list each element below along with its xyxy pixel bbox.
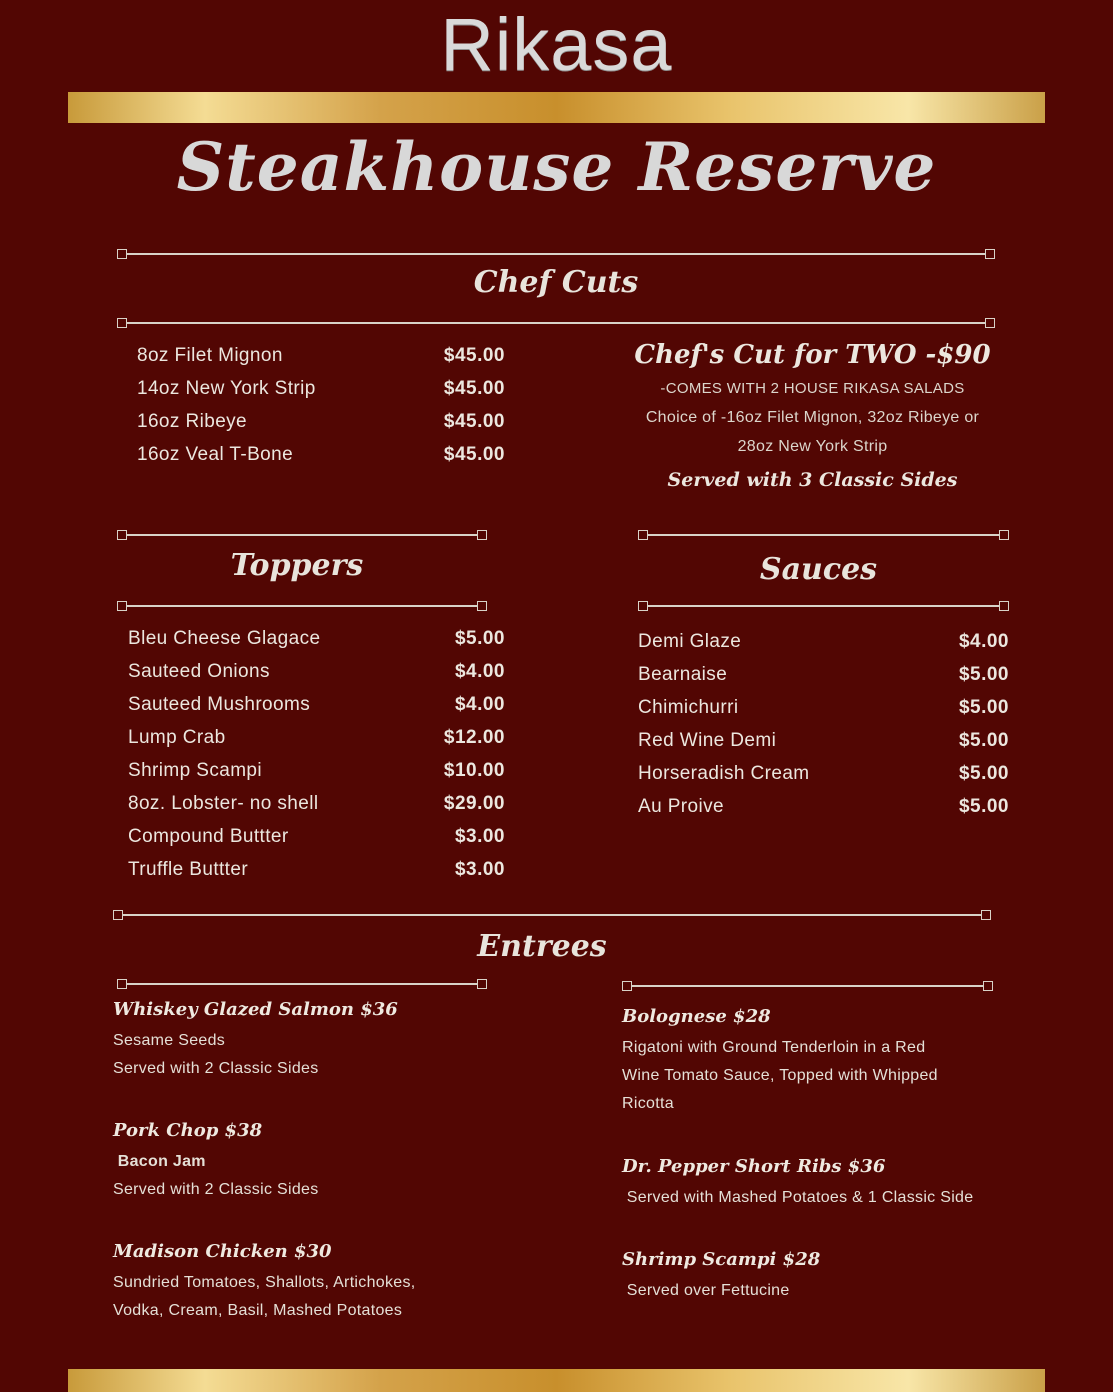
item-price: $5.00 — [958, 697, 1009, 718]
special-served: Served with 3 Classic Sides — [667, 469, 958, 491]
item-price: $45.00 — [443, 444, 505, 465]
menu-item — [128, 826, 505, 859]
entree-item — [113, 1120, 493, 1204]
menu-item — [638, 631, 1009, 664]
entree-description: Sundried Tomatoes, Shallots, Artichokes, — [113, 1274, 416, 1291]
item-name: 8oz Filet Mignon — [137, 345, 283, 366]
menu-item — [137, 444, 505, 477]
section-title-toppers: Toppers — [230, 548, 364, 583]
entree-name: Whiskey Glazed Salmon $36 — [113, 999, 398, 1020]
chef-cuts-list — [137, 345, 505, 477]
item-name: 16oz Ribeye — [137, 411, 248, 432]
menu-item — [638, 697, 1009, 730]
menu-item — [128, 760, 505, 793]
item-price: $5.00 — [454, 628, 505, 649]
item-name: Lump Crab — [128, 727, 226, 748]
menu-item — [128, 661, 505, 694]
sauces-list — [638, 631, 1009, 829]
menu-item — [638, 664, 1009, 697]
item-name: Sauteed Mushrooms — [128, 694, 311, 715]
menu-item — [638, 730, 1009, 763]
item-price: $5.00 — [958, 664, 1009, 685]
item-price: $12.00 — [443, 727, 505, 748]
entree-description: Ricotta — [622, 1095, 674, 1112]
section-title-entrees: Entrees — [477, 929, 607, 964]
item-price: $4.00 — [454, 694, 505, 715]
item-price: $45.00 — [443, 345, 505, 366]
special-line: -COMES WITH 2 HOUSE RIKASA SALADS — [660, 380, 965, 397]
divider — [117, 249, 995, 259]
divider — [638, 530, 1009, 540]
divider — [638, 601, 1009, 611]
menu-item — [137, 345, 505, 378]
item-name: Shrimp Scampi — [128, 760, 263, 781]
entree-name: Pork Chop $38 — [113, 1120, 263, 1141]
item-price: $5.00 — [958, 763, 1009, 784]
entree-description: Served over Fettucine — [622, 1282, 790, 1299]
menu-item — [128, 859, 505, 892]
special-title: Chef's Cut for TWO -$90 — [634, 340, 991, 370]
item-name: 14oz New York Strip — [137, 378, 316, 399]
divider — [117, 318, 995, 328]
item-name: Horseradish Cream — [638, 763, 810, 784]
top-gold-bar — [68, 92, 1045, 123]
entree-description: Served with Mashed Potatoes & 1 Classic Side — [622, 1189, 974, 1206]
item-price: $5.00 — [958, 730, 1009, 751]
entree-name: Bolognese $28 — [622, 1006, 771, 1027]
menu-item — [128, 628, 505, 661]
item-name: Red Wine Demi — [638, 730, 777, 751]
entree-description: Served with 2 Classic Sides — [113, 1060, 319, 1077]
menu-item — [137, 378, 505, 411]
item-price: $10.00 — [443, 760, 505, 781]
item-price: $29.00 — [443, 793, 505, 814]
item-name: Truffle Buttter — [128, 859, 249, 880]
item-price: $3.00 — [454, 859, 505, 880]
chefs-cut-for-two — [620, 340, 1005, 491]
item-price: $5.00 — [958, 796, 1009, 817]
entree-item — [113, 1241, 493, 1325]
divider — [117, 601, 487, 611]
entree-description: Bacon Jam — [113, 1153, 206, 1170]
item-price: $4.00 — [454, 661, 505, 682]
item-price: $45.00 — [443, 411, 505, 432]
section-title-sauces: Sauces — [759, 552, 878, 587]
item-price: $45.00 — [443, 378, 505, 399]
entree-item — [113, 999, 493, 1083]
entree-description: Sesame Seeds — [113, 1032, 226, 1049]
entree-description: Wine Tomato Sauce, Topped with Whipped — [622, 1067, 938, 1084]
bottom-gold-bar — [68, 1369, 1045, 1392]
item-name: 8oz. Lobster- no shell — [128, 793, 319, 814]
toppers-list — [128, 628, 505, 892]
entree-item — [622, 1006, 1007, 1118]
menu-item — [638, 796, 1009, 829]
item-name: Compound Buttter — [128, 826, 289, 847]
special-line: Choice of -16oz Filet Mignon, 32oz Ribeye or — [645, 409, 980, 426]
entree-name: Dr. Pepper Short Ribs $36 — [622, 1156, 886, 1177]
menu-item — [128, 727, 505, 760]
entree-description: Vodka, Cream, Basil, Mashed Potatoes — [113, 1302, 403, 1319]
section-title-chef-cuts: Chef Cuts — [473, 265, 639, 300]
item-name: 16oz Veal T-Bone — [137, 444, 294, 465]
menu-item — [128, 694, 505, 727]
item-name: Bearnaise — [638, 664, 728, 685]
item-name: Sauteed Onions — [128, 661, 270, 682]
menu-item — [137, 411, 505, 444]
entree-item — [622, 1156, 1007, 1212]
entree-name: Shrimp Scampi $28 — [622, 1249, 821, 1270]
page-title: Steakhouse Reserve — [176, 128, 937, 206]
item-name: Bleu Cheese Glagace — [128, 628, 321, 649]
item-price: $3.00 — [454, 826, 505, 847]
special-line: 28oz New York Strip — [737, 438, 888, 455]
item-price: $4.00 — [958, 631, 1009, 652]
entree-item — [622, 1249, 1007, 1305]
divider — [622, 981, 993, 991]
item-name: Chimichurri — [638, 697, 739, 718]
divider — [117, 979, 487, 989]
entree-description: Rigatoni with Ground Tenderloin in a Red — [622, 1039, 926, 1056]
menu-item — [638, 763, 1009, 796]
divider — [117, 530, 487, 540]
item-name: Au Proive — [638, 796, 724, 817]
entree-description: Served with 2 Classic Sides — [113, 1181, 319, 1198]
entree-name: Madison Chicken $30 — [113, 1241, 332, 1262]
menu-item — [128, 793, 505, 826]
item-name: Demi Glaze — [638, 631, 742, 652]
brand-logo: Rikasa — [440, 3, 673, 86]
divider — [113, 910, 991, 920]
